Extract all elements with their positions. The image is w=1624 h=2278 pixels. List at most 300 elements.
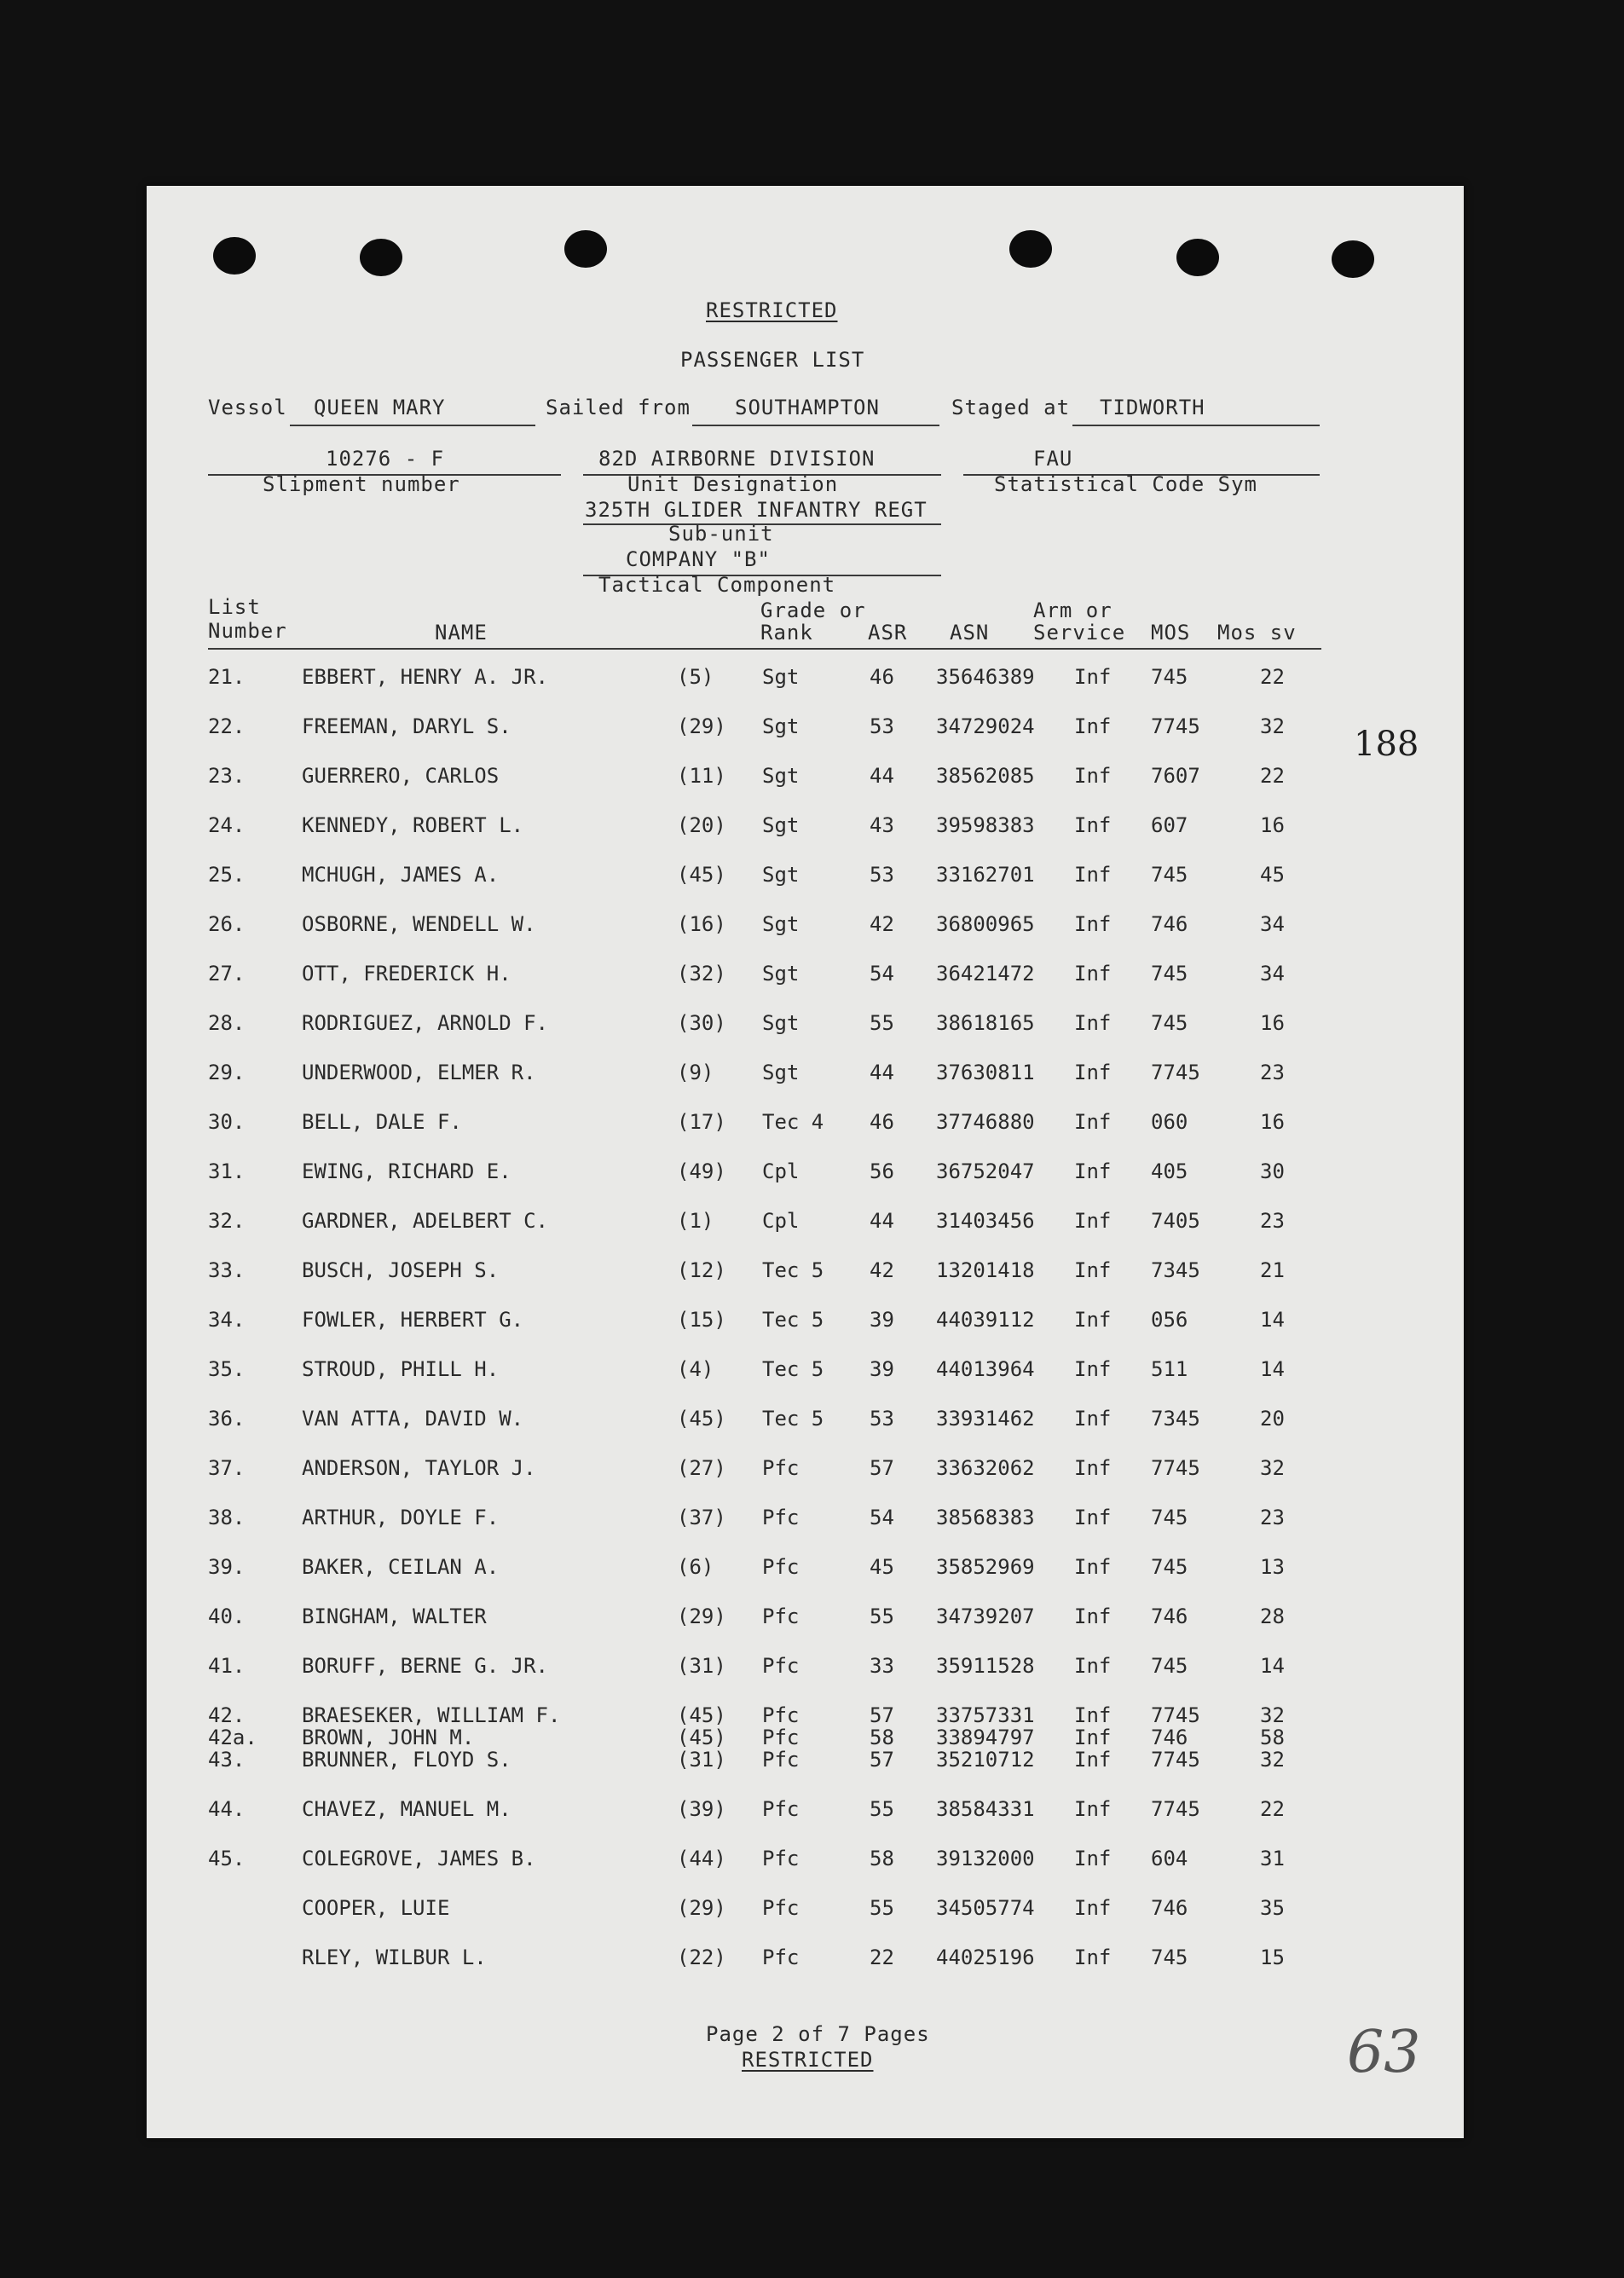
table-row bbox=[147, 1308, 1464, 1337]
table-row bbox=[147, 1456, 1464, 1485]
col-arm-1: Arm or bbox=[1033, 598, 1113, 622]
row-mos-sv: 58 bbox=[1260, 1726, 1285, 1749]
row-asn: 33894797 bbox=[936, 1726, 1035, 1749]
page-title: PASSENGER LIST bbox=[680, 348, 865, 372]
row-mos: 745 bbox=[1151, 962, 1188, 986]
row-arm: Inf bbox=[1074, 1407, 1112, 1431]
row-number: 33. bbox=[208, 1258, 246, 1282]
classification-top: RESTRICTED bbox=[706, 298, 838, 322]
row-arm: Inf bbox=[1074, 813, 1112, 837]
row-arm: Inf bbox=[1074, 1604, 1112, 1628]
row-mos-sv: 22 bbox=[1260, 1797, 1285, 1821]
row-name: BROWN, JOHN M. bbox=[302, 1726, 475, 1749]
row-asn: 33757331 bbox=[936, 1703, 1035, 1727]
row-arm: Inf bbox=[1074, 1061, 1112, 1084]
row-mos-sv: 14 bbox=[1260, 1654, 1285, 1678]
table-row bbox=[147, 1159, 1464, 1188]
row-mos-sv: 34 bbox=[1260, 912, 1285, 936]
table-row bbox=[147, 1604, 1464, 1633]
row-name: ARTHUR, DOYLE F. bbox=[302, 1506, 500, 1529]
row-mos: 405 bbox=[1151, 1159, 1188, 1183]
table-row bbox=[147, 1110, 1464, 1139]
row-asr: 42 bbox=[870, 1258, 894, 1282]
row-arm: Inf bbox=[1074, 1555, 1112, 1579]
row-mos: 511 bbox=[1151, 1357, 1188, 1381]
row-name: VAN ATTA, DAVID W. bbox=[302, 1407, 524, 1431]
row-arm: Inf bbox=[1074, 665, 1112, 689]
row-number: 28. bbox=[208, 1011, 246, 1035]
row-name: RODRIGUEZ, ARNOLD F. bbox=[302, 1011, 548, 1035]
row-name: UNDERWOOD, ELMER R. bbox=[302, 1061, 536, 1084]
row-name: ANDERSON, TAYLOR J. bbox=[302, 1456, 536, 1480]
row-asr: 55 bbox=[870, 1896, 894, 1920]
punch-hole bbox=[1009, 230, 1052, 268]
row-arm: Inf bbox=[1074, 1896, 1112, 1920]
row-number: 29. bbox=[208, 1061, 246, 1084]
row-number: 37. bbox=[208, 1456, 246, 1480]
vessel-label: Vessol bbox=[208, 396, 287, 419]
row-asr: 53 bbox=[870, 714, 894, 738]
row-number: 22. bbox=[208, 714, 246, 738]
row-asn: 38568383 bbox=[936, 1506, 1035, 1529]
row-mos-sv: 22 bbox=[1260, 764, 1285, 788]
row-mos: 7745 bbox=[1151, 1061, 1200, 1084]
row-number: 21. bbox=[208, 665, 246, 689]
row-paren-value: (31) bbox=[677, 1748, 726, 1772]
row-arm: Inf bbox=[1074, 1748, 1112, 1772]
row-asn: 35911528 bbox=[936, 1654, 1035, 1678]
row-name: STROUD, PHILL H. bbox=[302, 1357, 500, 1381]
col-mos-sv: Mos sv bbox=[1217, 621, 1297, 645]
unit-label: Unit Designation bbox=[627, 472, 839, 496]
row-paren-value: (29) bbox=[677, 1896, 726, 1920]
row-grade: Cpl bbox=[762, 1209, 800, 1233]
sailed-value: SOUTHAMPTON bbox=[735, 396, 880, 419]
row-asn: 39132000 bbox=[936, 1847, 1035, 1870]
row-mos-sv: 16 bbox=[1260, 1011, 1285, 1035]
staged-rule bbox=[1072, 425, 1320, 426]
row-number: 25. bbox=[208, 863, 246, 887]
row-asr: 58 bbox=[870, 1847, 894, 1870]
row-number: 31. bbox=[208, 1159, 246, 1183]
row-asr: 33 bbox=[870, 1654, 894, 1678]
row-grade: Tec 5 bbox=[762, 1357, 824, 1381]
row-arm: Inf bbox=[1074, 1159, 1112, 1183]
row-name: FREEMAN, DARYL S. bbox=[302, 714, 511, 738]
row-number: 30. bbox=[208, 1110, 246, 1134]
row-asr: 53 bbox=[870, 1407, 894, 1431]
row-asn: 37630811 bbox=[936, 1061, 1035, 1084]
row-grade: Pfc bbox=[762, 1506, 800, 1529]
row-asn: 38584331 bbox=[936, 1797, 1035, 1821]
row-mos-sv: 32 bbox=[1260, 1748, 1285, 1772]
row-name: COLEGROVE, JAMES B. bbox=[302, 1847, 536, 1870]
row-arm: Inf bbox=[1074, 1209, 1112, 1233]
table-row bbox=[147, 1209, 1464, 1238]
col-list-number-1: List bbox=[208, 595, 261, 619]
row-mos-sv: 20 bbox=[1260, 1407, 1285, 1431]
row-number: 45. bbox=[208, 1847, 246, 1870]
row-grade: Pfc bbox=[762, 1748, 800, 1772]
table-row bbox=[147, 1946, 1464, 1974]
row-arm: Inf bbox=[1074, 1357, 1112, 1381]
row-asr: 39 bbox=[870, 1308, 894, 1332]
row-mos-sv: 28 bbox=[1260, 1604, 1285, 1628]
row-asr: 45 bbox=[870, 1555, 894, 1579]
table-row bbox=[147, 1797, 1464, 1826]
row-mos-sv: 32 bbox=[1260, 1703, 1285, 1727]
row-paren-value: (12) bbox=[677, 1258, 726, 1282]
row-mos-sv: 16 bbox=[1260, 1110, 1285, 1134]
col-grade-2: Rank bbox=[760, 621, 813, 645]
row-asn: 35210712 bbox=[936, 1748, 1035, 1772]
row-name: BRAESEKER, WILLIAM F. bbox=[302, 1703, 561, 1727]
row-name: BELL, DALE F. bbox=[302, 1110, 462, 1134]
row-asn: 38562085 bbox=[936, 764, 1035, 788]
row-arm: Inf bbox=[1074, 1258, 1112, 1282]
row-arm: Inf bbox=[1074, 764, 1112, 788]
table-row bbox=[147, 714, 1464, 743]
row-paren-value: (16) bbox=[677, 912, 726, 936]
row-grade: Sgt bbox=[762, 1011, 800, 1035]
row-arm: Inf bbox=[1074, 962, 1112, 986]
row-name: BORUFF, BERNE G. JR. bbox=[302, 1654, 548, 1678]
row-mos: 607 bbox=[1151, 813, 1188, 837]
row-paren-value: (39) bbox=[677, 1797, 726, 1821]
row-asr: 55 bbox=[870, 1797, 894, 1821]
row-mos-sv: 30 bbox=[1260, 1159, 1285, 1183]
row-mos: 746 bbox=[1151, 1896, 1188, 1920]
row-mos: 7745 bbox=[1151, 714, 1200, 738]
row-paren-value: (1) bbox=[677, 1209, 714, 1233]
classification-bottom: RESTRICTED bbox=[742, 2048, 874, 2072]
row-arm: Inf bbox=[1074, 1308, 1112, 1332]
row-grade: Tec 5 bbox=[762, 1407, 824, 1431]
header-rule bbox=[208, 648, 1321, 650]
row-grade: Pfc bbox=[762, 1946, 800, 1969]
row-mos: 7345 bbox=[1151, 1258, 1200, 1282]
page-indicator: Page 2 of 7 Pages bbox=[706, 2022, 930, 2046]
stat-code: FAU bbox=[1033, 447, 1073, 471]
table-row bbox=[147, 1407, 1464, 1436]
row-asr: 39 bbox=[870, 1357, 894, 1381]
row-asr: 57 bbox=[870, 1748, 894, 1772]
row-asn: 36421472 bbox=[936, 962, 1035, 986]
row-paren-value: (45) bbox=[677, 1703, 726, 1727]
row-asn: 36752047 bbox=[936, 1159, 1035, 1183]
row-asn: 34505774 bbox=[936, 1896, 1035, 1920]
row-asr: 44 bbox=[870, 1209, 894, 1233]
row-name: COOPER, LUIE bbox=[302, 1896, 450, 1920]
row-name: RLEY, WILBUR L. bbox=[302, 1946, 487, 1969]
table-row bbox=[147, 813, 1464, 842]
row-paren-value: (6) bbox=[677, 1555, 714, 1579]
table-row bbox=[147, 1011, 1464, 1040]
row-grade: Sgt bbox=[762, 1061, 800, 1084]
row-name: BRUNNER, FLOYD S. bbox=[302, 1748, 511, 1772]
row-mos: 746 bbox=[1151, 912, 1188, 936]
row-mos: 7345 bbox=[1151, 1407, 1200, 1431]
row-number: 24. bbox=[208, 813, 246, 837]
sailed-rule bbox=[692, 425, 939, 426]
col-grade-1: Grade or bbox=[760, 598, 866, 622]
row-number: 41. bbox=[208, 1654, 246, 1678]
row-asn: 34729024 bbox=[936, 714, 1035, 738]
row-grade: Sgt bbox=[762, 962, 800, 986]
row-arm: Inf bbox=[1074, 863, 1112, 887]
regiment: 325TH GLIDER INFANTRY REGT bbox=[585, 498, 928, 522]
row-grade: Sgt bbox=[762, 714, 800, 738]
row-mos-sv: 16 bbox=[1260, 813, 1285, 837]
subunit-label: Sub-unit bbox=[668, 522, 774, 546]
row-grade: Pfc bbox=[762, 1604, 800, 1628]
row-mos: 745 bbox=[1151, 665, 1188, 689]
company: COMPANY "B" bbox=[626, 547, 771, 571]
col-asr: ASR bbox=[868, 621, 908, 645]
row-asr: 55 bbox=[870, 1604, 894, 1628]
row-asr: 46 bbox=[870, 1110, 894, 1134]
row-mos: 060 bbox=[1151, 1110, 1188, 1134]
row-asr: 54 bbox=[870, 962, 894, 986]
row-name: FOWLER, HERBERT G. bbox=[302, 1308, 524, 1332]
row-asn: 37746880 bbox=[936, 1110, 1035, 1134]
row-mos-sv: 21 bbox=[1260, 1258, 1285, 1282]
row-arm: Inf bbox=[1074, 714, 1112, 738]
row-mos: 056 bbox=[1151, 1308, 1188, 1332]
sailed-label: Sailed from bbox=[546, 396, 691, 419]
row-grade: Sgt bbox=[762, 665, 800, 689]
row-number: 23. bbox=[208, 764, 246, 788]
row-grade: Tec 5 bbox=[762, 1308, 824, 1332]
row-name: GUERRERO, CARLOS bbox=[302, 764, 500, 788]
table-row bbox=[147, 764, 1464, 793]
row-number: 26. bbox=[208, 912, 246, 936]
row-arm: Inf bbox=[1074, 1654, 1112, 1678]
row-arm: Inf bbox=[1074, 1506, 1112, 1529]
row-grade: Sgt bbox=[762, 863, 800, 887]
row-mos-sv: 32 bbox=[1260, 714, 1285, 738]
row-mos: 7607 bbox=[1151, 764, 1200, 788]
row-mos: 746 bbox=[1151, 1604, 1188, 1628]
row-mos: 7745 bbox=[1151, 1748, 1200, 1772]
row-name: MCHUGH, JAMES A. bbox=[302, 863, 500, 887]
shipment-number: 10276 - F bbox=[326, 447, 445, 471]
row-number: 42. bbox=[208, 1703, 246, 1727]
row-paren-value: (49) bbox=[677, 1159, 726, 1183]
document-page bbox=[147, 186, 1464, 2138]
row-asn: 44039112 bbox=[936, 1308, 1035, 1332]
punch-hole bbox=[564, 230, 607, 268]
row-mos: 746 bbox=[1151, 1726, 1188, 1749]
table-row bbox=[147, 1258, 1464, 1287]
table-row bbox=[147, 1555, 1464, 1584]
row-grade: Sgt bbox=[762, 912, 800, 936]
row-grade: Sgt bbox=[762, 813, 800, 837]
row-grade: Tec 5 bbox=[762, 1258, 824, 1282]
row-name: BAKER, CEILAN A. bbox=[302, 1555, 500, 1579]
row-arm: Inf bbox=[1074, 1797, 1112, 1821]
row-paren-value: (17) bbox=[677, 1110, 726, 1134]
row-asr: 56 bbox=[870, 1159, 894, 1183]
row-asn: 34739207 bbox=[936, 1604, 1035, 1628]
row-asn: 44025196 bbox=[936, 1946, 1035, 1969]
tactical-label: Tactical Component bbox=[598, 573, 836, 597]
row-number: 44. bbox=[208, 1797, 246, 1821]
row-paren-value: (45) bbox=[677, 863, 726, 887]
row-number: 34. bbox=[208, 1308, 246, 1332]
staged-label: Staged at bbox=[951, 396, 1071, 419]
table-row bbox=[147, 863, 1464, 892]
row-mos-sv: 23 bbox=[1260, 1061, 1285, 1084]
row-grade: Pfc bbox=[762, 1703, 800, 1727]
col-mos: MOS bbox=[1151, 621, 1191, 645]
row-paren-value: (44) bbox=[677, 1847, 726, 1870]
row-mos: 745 bbox=[1151, 1555, 1188, 1579]
row-grade: Cpl bbox=[762, 1159, 800, 1183]
row-mos: 7745 bbox=[1151, 1703, 1200, 1727]
row-arm: Inf bbox=[1074, 1011, 1112, 1035]
row-grade: Pfc bbox=[762, 1456, 800, 1480]
row-asn: 33931462 bbox=[936, 1407, 1035, 1431]
col-asn: ASN bbox=[950, 621, 990, 645]
row-asr: 53 bbox=[870, 863, 894, 887]
row-paren-value: (20) bbox=[677, 813, 726, 837]
row-mos: 745 bbox=[1151, 1654, 1188, 1678]
row-paren-value: (11) bbox=[677, 764, 726, 788]
row-grade: Sgt bbox=[762, 764, 800, 788]
row-paren-value: (22) bbox=[677, 1946, 726, 1969]
row-asr: 43 bbox=[870, 813, 894, 837]
table-row bbox=[147, 1506, 1464, 1535]
row-mos-sv: 32 bbox=[1260, 1456, 1285, 1480]
row-arm: Inf bbox=[1074, 1456, 1112, 1480]
row-arm: Inf bbox=[1074, 1726, 1112, 1749]
row-name: KENNEDY, ROBERT L. bbox=[302, 813, 524, 837]
row-paren-value: (4) bbox=[677, 1357, 714, 1381]
row-arm: Inf bbox=[1074, 1110, 1112, 1134]
punch-hole bbox=[1176, 239, 1219, 276]
row-asr: 44 bbox=[870, 764, 894, 788]
row-mos-sv: 14 bbox=[1260, 1308, 1285, 1332]
row-mos: 604 bbox=[1151, 1847, 1188, 1870]
table-row bbox=[147, 912, 1464, 941]
row-mos: 745 bbox=[1151, 1506, 1188, 1529]
table-row bbox=[147, 1654, 1464, 1683]
row-asn: 39598383 bbox=[936, 813, 1035, 837]
row-number: 36. bbox=[208, 1407, 246, 1431]
row-mos: 745 bbox=[1151, 1011, 1188, 1035]
row-mos: 745 bbox=[1151, 863, 1188, 887]
row-asr: 54 bbox=[870, 1506, 894, 1529]
row-number: 40. bbox=[208, 1604, 246, 1628]
vessel-value: QUEEN MARY bbox=[314, 396, 446, 419]
row-arm: Inf bbox=[1074, 1847, 1112, 1870]
table-row bbox=[147, 1847, 1464, 1876]
row-name: OSBORNE, WENDELL W. bbox=[302, 912, 536, 936]
row-paren-value: (37) bbox=[677, 1506, 726, 1529]
staged-value: TIDWORTH bbox=[1100, 396, 1205, 419]
row-asr: 44 bbox=[870, 1061, 894, 1084]
division: 82D AIRBORNE DIVISION bbox=[598, 447, 876, 471]
row-asr: 22 bbox=[870, 1946, 894, 1969]
row-asr: 58 bbox=[870, 1726, 894, 1749]
row-asr: 55 bbox=[870, 1011, 894, 1035]
shipment-label: Slipment number bbox=[263, 472, 460, 496]
row-paren-value: (15) bbox=[677, 1308, 726, 1332]
col-list-number-2: Number bbox=[208, 619, 287, 643]
row-paren-value: (45) bbox=[677, 1726, 726, 1749]
row-asr: 46 bbox=[870, 665, 894, 689]
punch-hole bbox=[213, 237, 256, 275]
table-row bbox=[147, 1896, 1464, 1925]
col-name: NAME bbox=[435, 621, 488, 645]
row-name: CHAVEZ, MANUEL M. bbox=[302, 1797, 511, 1821]
row-asn: 36800965 bbox=[936, 912, 1035, 936]
row-paren-value: (29) bbox=[677, 714, 726, 738]
row-paren-value: (27) bbox=[677, 1456, 726, 1480]
row-name: BINGHAM, WALTER bbox=[302, 1604, 487, 1628]
row-paren-value: (9) bbox=[677, 1061, 714, 1084]
row-asn: 31403456 bbox=[936, 1209, 1035, 1233]
row-arm: Inf bbox=[1074, 1946, 1112, 1969]
row-mos: 7405 bbox=[1151, 1209, 1200, 1233]
row-mos-sv: 34 bbox=[1260, 962, 1285, 986]
row-grade: Pfc bbox=[762, 1896, 800, 1920]
row-paren-value: (5) bbox=[677, 665, 714, 689]
row-number: 43. bbox=[208, 1748, 246, 1772]
row-asn: 35646389 bbox=[936, 665, 1035, 689]
row-asr: 57 bbox=[870, 1456, 894, 1480]
side-page-number: 188 bbox=[1354, 725, 1419, 764]
row-number: 42a. bbox=[208, 1726, 257, 1749]
row-asn: 35852969 bbox=[936, 1555, 1035, 1579]
punch-hole bbox=[360, 239, 402, 276]
row-asn: 44013964 bbox=[936, 1357, 1035, 1381]
row-number: 35. bbox=[208, 1357, 246, 1381]
row-number: 32. bbox=[208, 1209, 246, 1233]
row-arm: Inf bbox=[1074, 912, 1112, 936]
row-name: EWING, RICHARD E. bbox=[302, 1159, 511, 1183]
table-row bbox=[147, 1357, 1464, 1386]
row-grade: Pfc bbox=[762, 1847, 800, 1870]
table-row bbox=[147, 962, 1464, 991]
row-name: GARDNER, ADELBERT C. bbox=[302, 1209, 548, 1233]
punch-hole bbox=[1332, 240, 1374, 278]
row-number: 38. bbox=[208, 1506, 246, 1529]
table-row bbox=[147, 1748, 1464, 1777]
row-name: BUSCH, JOSEPH S. bbox=[302, 1258, 500, 1282]
row-asn: 38618165 bbox=[936, 1011, 1035, 1035]
col-arm-2: Service bbox=[1033, 621, 1126, 645]
row-asn: 33162701 bbox=[936, 863, 1035, 887]
row-mos-sv: 35 bbox=[1260, 1896, 1285, 1920]
row-mos: 7745 bbox=[1151, 1456, 1200, 1480]
row-paren-value: (30) bbox=[677, 1011, 726, 1035]
row-grade: Pfc bbox=[762, 1654, 800, 1678]
row-mos-sv: 13 bbox=[1260, 1555, 1285, 1579]
row-name: OTT, FREDERICK H. bbox=[302, 962, 511, 986]
row-asr: 42 bbox=[870, 912, 894, 936]
handwritten-number: 63 bbox=[1347, 2019, 1421, 2086]
table-row bbox=[147, 1061, 1464, 1090]
row-mos-sv: 14 bbox=[1260, 1357, 1285, 1381]
row-mos-sv: 31 bbox=[1260, 1847, 1285, 1870]
row-paren-value: (31) bbox=[677, 1654, 726, 1678]
row-grade: Tec 4 bbox=[762, 1110, 824, 1134]
row-asr: 57 bbox=[870, 1703, 894, 1727]
row-mos: 745 bbox=[1151, 1946, 1188, 1969]
vessel-rule bbox=[290, 425, 535, 426]
